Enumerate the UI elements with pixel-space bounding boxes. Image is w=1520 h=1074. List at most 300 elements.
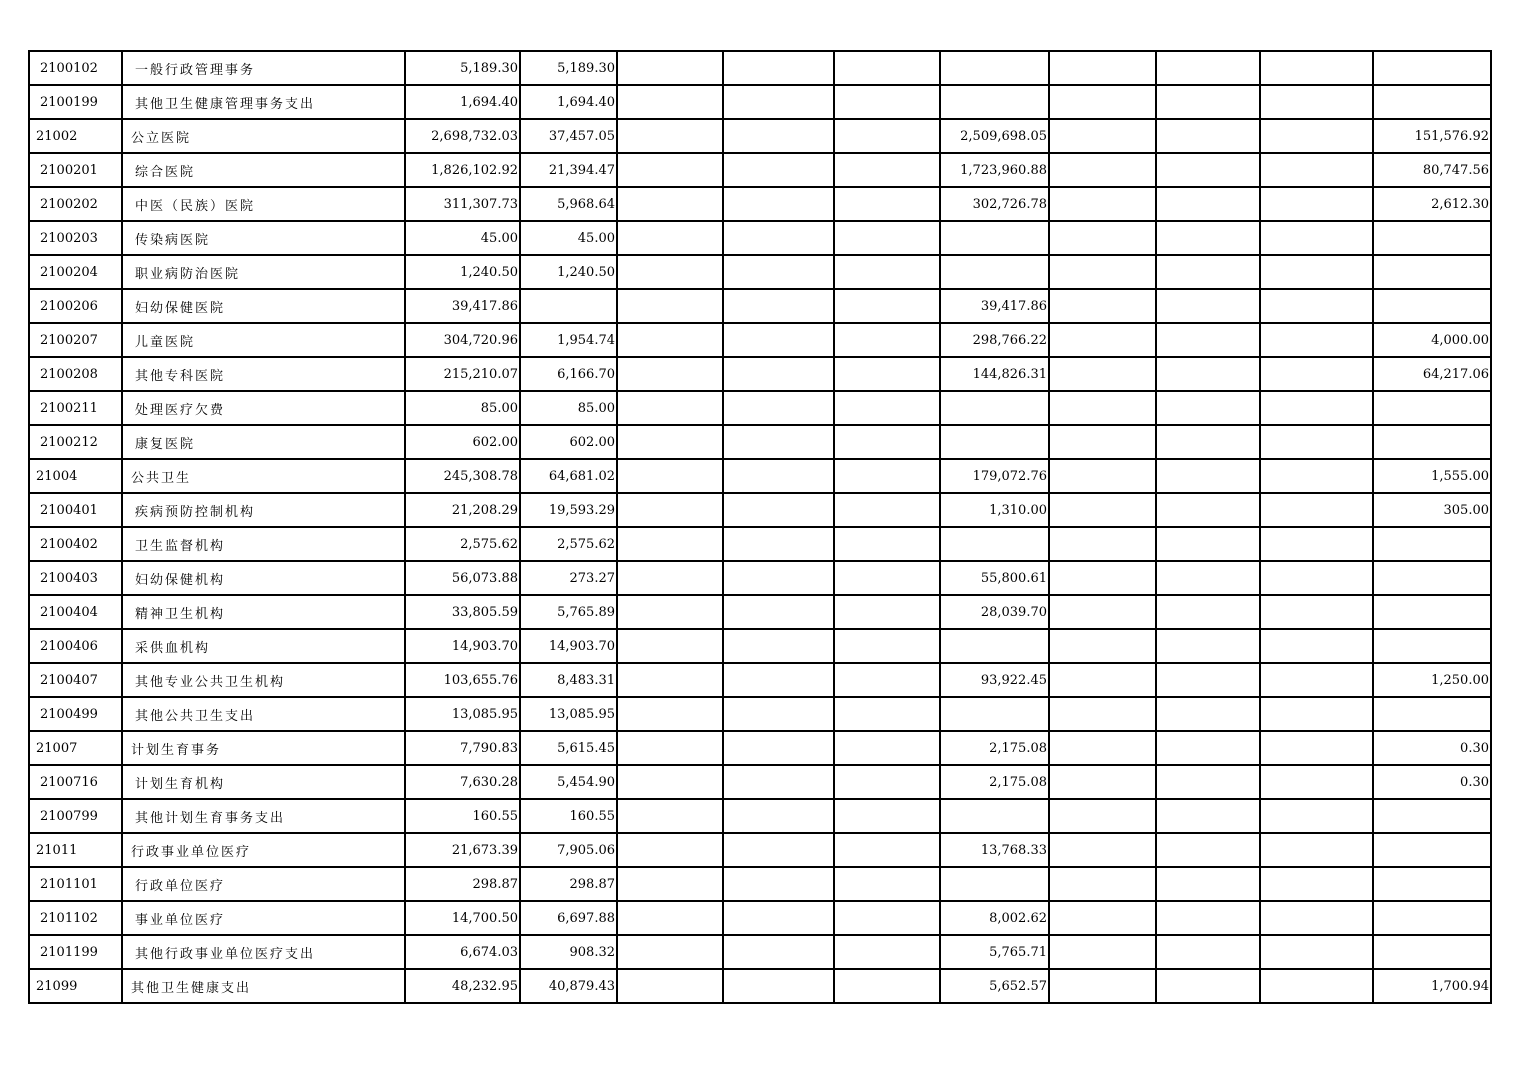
amount-cell [834, 901, 940, 935]
amount-cell [1373, 833, 1491, 867]
amount-cell: 302,726.78 [940, 187, 1049, 221]
amount-cell: 1,954.74 [520, 323, 617, 357]
amount-cell: 55,800.61 [940, 561, 1049, 595]
amount-cell [617, 289, 723, 323]
table-row [29, 697, 1491, 731]
amount-cell [834, 85, 940, 119]
amount-cell [834, 153, 940, 187]
amount-cell [1049, 561, 1156, 595]
amount-cell [1260, 323, 1373, 357]
amount-cell [834, 595, 940, 629]
amount-cell: 21,394.47 [520, 153, 617, 187]
amount-cell [1260, 255, 1373, 289]
subject-code-cell: 2101101 [29, 867, 122, 901]
table-row [29, 85, 1491, 119]
amount-cell: 40,879.43 [520, 969, 617, 1003]
amount-cell: 1,250.00 [1373, 663, 1491, 697]
table-row [29, 765, 1491, 799]
subject-name-cell: 公共卫生 [122, 459, 405, 493]
amount-cell [617, 119, 723, 153]
subject-name-cell: 传染病医院 [122, 221, 405, 255]
amount-cell [1049, 867, 1156, 901]
amount-cell [1260, 289, 1373, 323]
amount-cell [834, 629, 940, 663]
amount-cell: 1,310.00 [940, 493, 1049, 527]
amount-cell [1049, 595, 1156, 629]
amount-cell: 5,615.45 [520, 731, 617, 765]
amount-cell [617, 731, 723, 765]
amount-cell: 14,700.50 [405, 901, 520, 935]
amount-cell [723, 731, 834, 765]
amount-cell: 6,697.88 [520, 901, 617, 935]
amount-cell: 245,308.78 [405, 459, 520, 493]
amount-cell: 273.27 [520, 561, 617, 595]
amount-cell: 93,922.45 [940, 663, 1049, 697]
amount-cell [1260, 867, 1373, 901]
subject-name-cell: 公立医院 [122, 119, 405, 153]
amount-cell [617, 187, 723, 221]
amount-cell: 64,217.06 [1373, 357, 1491, 391]
amount-cell: 19,593.29 [520, 493, 617, 527]
table-row [29, 731, 1491, 765]
amount-cell [1049, 255, 1156, 289]
amount-cell [723, 765, 834, 799]
amount-cell [1373, 527, 1491, 561]
amount-cell [1049, 969, 1156, 1003]
amount-cell [617, 391, 723, 425]
amount-cell [1373, 289, 1491, 323]
amount-cell [1260, 629, 1373, 663]
table-row [29, 867, 1491, 901]
subject-name-cell: 职业病防治医院 [122, 255, 405, 289]
amount-cell [1373, 629, 1491, 663]
table-row [29, 595, 1491, 629]
amount-cell: 0.30 [1373, 765, 1491, 799]
amount-cell [617, 255, 723, 289]
amount-cell: 908.32 [520, 935, 617, 969]
amount-cell [1373, 391, 1491, 425]
amount-cell [1049, 357, 1156, 391]
amount-cell [617, 901, 723, 935]
amount-cell [723, 901, 834, 935]
amount-cell: 21,208.29 [405, 493, 520, 527]
amount-cell [940, 221, 1049, 255]
subject-code-cell: 2100499 [29, 697, 122, 731]
subject-code-cell: 2100202 [29, 187, 122, 221]
amount-cell [834, 289, 940, 323]
subject-code-cell: 2100204 [29, 255, 122, 289]
amount-cell [723, 697, 834, 731]
subject-name-cell: 疾病预防控制机构 [122, 493, 405, 527]
table-row [29, 561, 1491, 595]
amount-cell [1260, 561, 1373, 595]
subject-code-cell: 21099 [29, 969, 122, 1003]
amount-cell [723, 221, 834, 255]
amount-cell [940, 867, 1049, 901]
amount-cell [1260, 833, 1373, 867]
amount-cell [1156, 493, 1260, 527]
amount-cell [1373, 561, 1491, 595]
amount-cell [617, 357, 723, 391]
amount-cell [1049, 629, 1156, 663]
amount-cell [617, 969, 723, 1003]
amount-cell [1260, 969, 1373, 1003]
amount-cell [1156, 391, 1260, 425]
subject-code-cell: 2101102 [29, 901, 122, 935]
amount-cell [834, 527, 940, 561]
table-row [29, 459, 1491, 493]
amount-cell: 45.00 [520, 221, 617, 255]
table-row [29, 527, 1491, 561]
amount-cell [723, 119, 834, 153]
amount-cell: 215,210.07 [405, 357, 520, 391]
amount-cell [1260, 425, 1373, 459]
table-row [29, 391, 1491, 425]
amount-cell [1156, 561, 1260, 595]
amount-cell [1260, 357, 1373, 391]
subject-code-cell: 2100401 [29, 493, 122, 527]
amount-cell [1260, 493, 1373, 527]
amount-cell [1156, 255, 1260, 289]
amount-cell: 2,575.62 [405, 527, 520, 561]
amount-cell: 103,655.76 [405, 663, 520, 697]
amount-cell: 33,805.59 [405, 595, 520, 629]
amount-cell: 2,575.62 [520, 527, 617, 561]
amount-cell [1049, 765, 1156, 799]
subject-code-cell: 2100403 [29, 561, 122, 595]
amount-cell [1156, 153, 1260, 187]
table-row [29, 187, 1491, 221]
amount-cell: 5,765.89 [520, 595, 617, 629]
subject-code-cell: 2100211 [29, 391, 122, 425]
amount-cell [834, 833, 940, 867]
amount-cell: 160.55 [520, 799, 617, 833]
amount-cell: 80,747.56 [1373, 153, 1491, 187]
subject-code-cell: 2100407 [29, 663, 122, 697]
amount-cell [834, 765, 940, 799]
amount-cell [723, 51, 834, 85]
amount-cell [1049, 187, 1156, 221]
table-row [29, 799, 1491, 833]
amount-cell: 39,417.86 [940, 289, 1049, 323]
subject-code-cell: 2100404 [29, 595, 122, 629]
subject-name-cell: 事业单位医疗 [122, 901, 405, 935]
amount-cell: 5,765.71 [940, 935, 1049, 969]
subject-name-cell: 行政单位医疗 [122, 867, 405, 901]
table-row [29, 969, 1491, 1003]
amount-cell: 179,072.76 [940, 459, 1049, 493]
amount-cell: 85.00 [520, 391, 617, 425]
amount-cell [617, 833, 723, 867]
amount-cell [723, 799, 834, 833]
amount-cell [1260, 85, 1373, 119]
amount-cell [1373, 697, 1491, 731]
amount-cell [723, 357, 834, 391]
amount-cell [1156, 765, 1260, 799]
amount-cell [1156, 425, 1260, 459]
amount-cell [834, 969, 940, 1003]
amount-cell: 1,240.50 [520, 255, 617, 289]
table-row [29, 425, 1491, 459]
amount-cell [940, 799, 1049, 833]
amount-cell [1260, 153, 1373, 187]
amount-cell [617, 765, 723, 799]
amount-cell [834, 493, 940, 527]
amount-cell [1156, 969, 1260, 1003]
subject-name-cell: 采供血机构 [122, 629, 405, 663]
amount-cell [617, 935, 723, 969]
table-row [29, 289, 1491, 323]
subject-code-cell: 2100207 [29, 323, 122, 357]
amount-cell [1156, 799, 1260, 833]
subject-code-cell: 2100208 [29, 357, 122, 391]
amount-cell [723, 969, 834, 1003]
table-row [29, 357, 1491, 391]
amount-cell [723, 663, 834, 697]
amount-cell [1260, 901, 1373, 935]
amount-cell: 1,723,960.88 [940, 153, 1049, 187]
amount-cell [617, 595, 723, 629]
table-row [29, 221, 1491, 255]
amount-cell: 13,768.33 [940, 833, 1049, 867]
amount-cell [940, 391, 1049, 425]
amount-cell: 144,826.31 [940, 357, 1049, 391]
amount-cell [1156, 119, 1260, 153]
amount-cell [940, 255, 1049, 289]
amount-cell [834, 221, 940, 255]
amount-cell [1049, 833, 1156, 867]
amount-cell [1373, 867, 1491, 901]
amount-cell: 28,039.70 [940, 595, 1049, 629]
amount-cell [1156, 867, 1260, 901]
amount-cell: 64,681.02 [520, 459, 617, 493]
amount-cell [940, 85, 1049, 119]
amount-cell [617, 867, 723, 901]
amount-cell [834, 425, 940, 459]
amount-cell [1373, 255, 1491, 289]
amount-cell [723, 459, 834, 493]
amount-cell [617, 697, 723, 731]
subject-code-cell: 21011 [29, 833, 122, 867]
amount-cell [834, 731, 940, 765]
amount-cell [1156, 357, 1260, 391]
amount-cell [1260, 391, 1373, 425]
amount-cell [723, 833, 834, 867]
amount-cell [617, 493, 723, 527]
amount-cell: 1,240.50 [405, 255, 520, 289]
subject-name-cell: 其他计划生育事务支出 [122, 799, 405, 833]
amount-cell [723, 391, 834, 425]
table-row [29, 153, 1491, 187]
amount-cell [1373, 51, 1491, 85]
amount-cell [1049, 731, 1156, 765]
amount-cell [1260, 119, 1373, 153]
amount-cell [834, 187, 940, 221]
amount-cell [834, 119, 940, 153]
amount-cell [617, 323, 723, 357]
amount-cell [1373, 221, 1491, 255]
amount-cell [723, 255, 834, 289]
amount-cell [617, 799, 723, 833]
subject-code-cell: 2100201 [29, 153, 122, 187]
amount-cell [1049, 153, 1156, 187]
amount-cell [1049, 119, 1156, 153]
amount-cell [617, 85, 723, 119]
amount-cell: 298.87 [405, 867, 520, 901]
amount-cell: 6,166.70 [520, 357, 617, 391]
amount-cell [723, 425, 834, 459]
amount-cell: 2,698,732.03 [405, 119, 520, 153]
amount-cell [1373, 85, 1491, 119]
amount-cell [723, 561, 834, 595]
subject-name-cell: 儿童医院 [122, 323, 405, 357]
amount-cell [723, 323, 834, 357]
amount-cell [1156, 935, 1260, 969]
amount-cell [1260, 663, 1373, 697]
amount-cell [1260, 527, 1373, 561]
subject-code-cell: 21007 [29, 731, 122, 765]
amount-cell [617, 221, 723, 255]
amount-cell: 5,652.57 [940, 969, 1049, 1003]
amount-cell [834, 255, 940, 289]
amount-cell [1156, 51, 1260, 85]
amount-cell [940, 697, 1049, 731]
amount-cell [1049, 663, 1156, 697]
table-row [29, 629, 1491, 663]
amount-cell: 37,457.05 [520, 119, 617, 153]
amount-cell [834, 867, 940, 901]
amount-cell [723, 867, 834, 901]
amount-cell [1260, 459, 1373, 493]
subject-code-cell: 2100406 [29, 629, 122, 663]
amount-cell [1049, 799, 1156, 833]
amount-cell [834, 799, 940, 833]
table-row [29, 663, 1491, 697]
amount-cell: 7,630.28 [405, 765, 520, 799]
subject-name-cell: 其他公共卫生支出 [122, 697, 405, 731]
amount-cell [1049, 323, 1156, 357]
subject-name-cell: 其他行政事业单位医疗支出 [122, 935, 405, 969]
subject-name-cell: 妇幼保健医院 [122, 289, 405, 323]
amount-cell: 311,307.73 [405, 187, 520, 221]
amount-cell [834, 357, 940, 391]
amount-cell [723, 187, 834, 221]
amount-cell: 21,673.39 [405, 833, 520, 867]
amount-cell [617, 459, 723, 493]
amount-cell: 151,576.92 [1373, 119, 1491, 153]
amount-cell [1049, 459, 1156, 493]
amount-cell [1260, 187, 1373, 221]
subject-name-cell: 综合医院 [122, 153, 405, 187]
amount-cell [1373, 935, 1491, 969]
amount-cell: 1,826,102.92 [405, 153, 520, 187]
amount-cell [1156, 459, 1260, 493]
amount-cell [834, 561, 940, 595]
amount-cell [834, 459, 940, 493]
table-row [29, 119, 1491, 153]
amount-cell [723, 527, 834, 561]
amount-cell: 298,766.22 [940, 323, 1049, 357]
amount-cell [723, 629, 834, 663]
amount-cell [723, 595, 834, 629]
amount-cell [1049, 289, 1156, 323]
amount-cell: 304,720.96 [405, 323, 520, 357]
amount-cell [617, 561, 723, 595]
subject-name-cell: 计划生育机构 [122, 765, 405, 799]
amount-cell [1156, 289, 1260, 323]
subject-code-cell: 21002 [29, 119, 122, 153]
amount-cell: 6,674.03 [405, 935, 520, 969]
amount-cell: 5,968.64 [520, 187, 617, 221]
subject-code-cell: 2100199 [29, 85, 122, 119]
table-row [29, 51, 1491, 85]
amount-cell: 7,905.06 [520, 833, 617, 867]
subject-code-cell: 2100203 [29, 221, 122, 255]
amount-cell [1373, 595, 1491, 629]
amount-cell [723, 493, 834, 527]
amount-cell [1049, 391, 1156, 425]
amount-cell [1049, 527, 1156, 561]
amount-cell [1156, 629, 1260, 663]
subject-code-cell: 2100799 [29, 799, 122, 833]
amount-cell [940, 527, 1049, 561]
subject-code-cell: 2100716 [29, 765, 122, 799]
amount-cell: 39,417.86 [405, 289, 520, 323]
amount-cell [1260, 595, 1373, 629]
amount-cell: 0.30 [1373, 731, 1491, 765]
amount-cell [1260, 935, 1373, 969]
amount-cell [1373, 901, 1491, 935]
subject-code-cell: 21004 [29, 459, 122, 493]
amount-cell [1156, 221, 1260, 255]
amount-cell: 13,085.95 [520, 697, 617, 731]
amount-cell [1049, 493, 1156, 527]
amount-cell [617, 629, 723, 663]
amount-cell [1373, 799, 1491, 833]
amount-cell [1260, 221, 1373, 255]
subject-name-cell: 其他卫生健康管理事务支出 [122, 85, 405, 119]
subject-code-cell: 2100206 [29, 289, 122, 323]
table-row [29, 323, 1491, 357]
amount-cell [1260, 51, 1373, 85]
amount-cell: 5,189.30 [520, 51, 617, 85]
amount-cell [834, 697, 940, 731]
amount-cell [834, 391, 940, 425]
subject-name-cell: 妇幼保健机构 [122, 561, 405, 595]
amount-cell [1156, 663, 1260, 697]
amount-cell [834, 323, 940, 357]
subject-name-cell: 行政事业单位医疗 [122, 833, 405, 867]
amount-cell [520, 289, 617, 323]
amount-cell: 2,175.08 [940, 765, 1049, 799]
amount-cell [1156, 901, 1260, 935]
amount-cell [617, 663, 723, 697]
amount-cell [1156, 697, 1260, 731]
amount-cell [1049, 221, 1156, 255]
subject-name-cell: 其他专业公共卫生机构 [122, 663, 405, 697]
amount-cell [617, 527, 723, 561]
subject-name-cell: 卫生监督机构 [122, 527, 405, 561]
amount-cell: 1,694.40 [520, 85, 617, 119]
amount-cell: 48,232.95 [405, 969, 520, 1003]
amount-cell [1260, 765, 1373, 799]
table-body [29, 51, 1491, 1003]
amount-cell: 8,483.31 [520, 663, 617, 697]
subject-code-cell: 2100402 [29, 527, 122, 561]
amount-cell: 13,085.95 [405, 697, 520, 731]
amount-cell: 1,700.94 [1373, 969, 1491, 1003]
subject-name-cell: 中医（民族）医院 [122, 187, 405, 221]
